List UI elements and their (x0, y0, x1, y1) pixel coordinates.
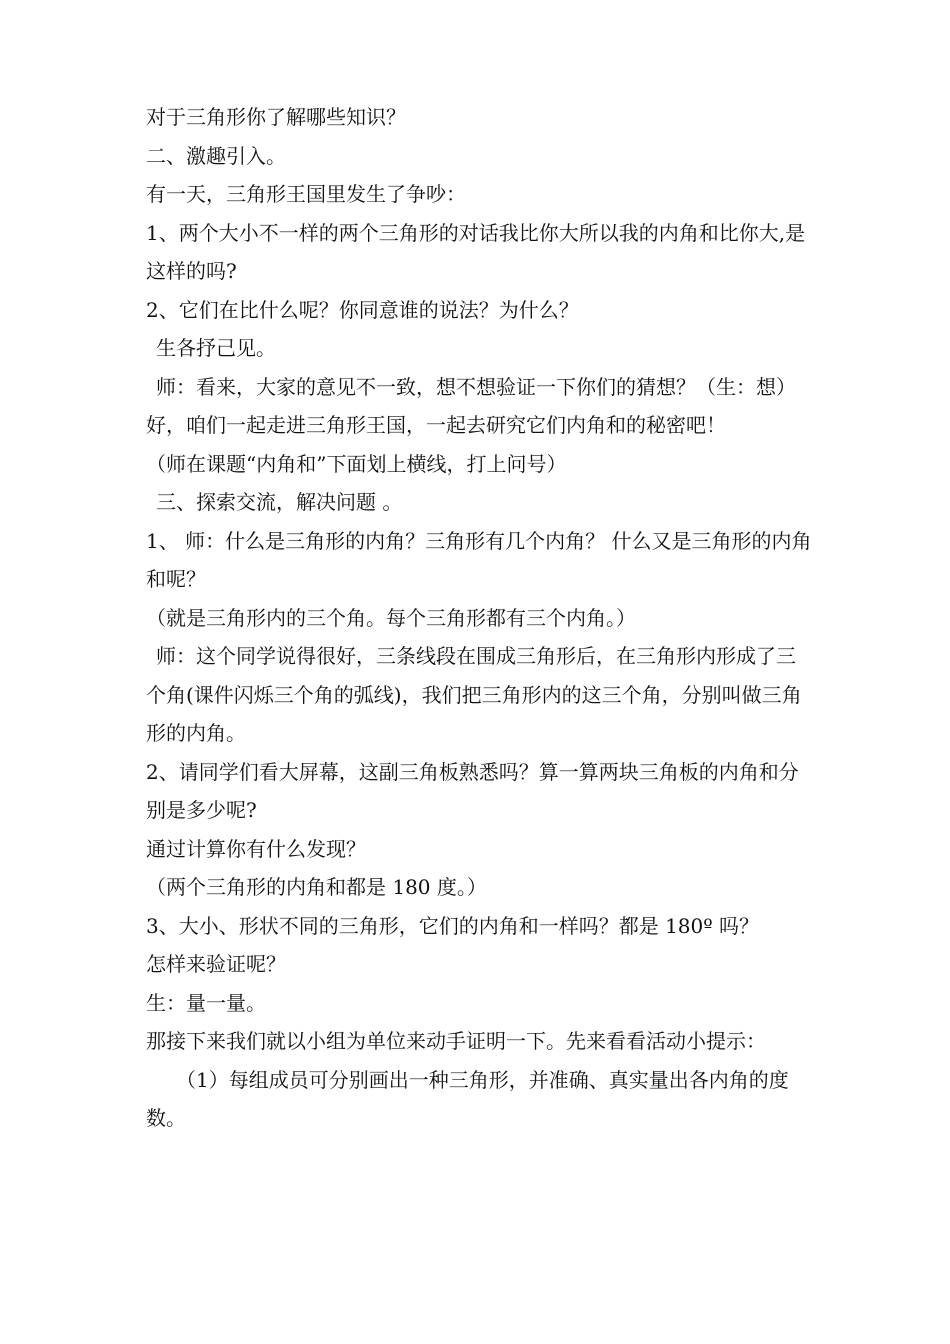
paragraph-students-opinions: 生各抒己见。 (156, 336, 276, 360)
paragraph-item-3-different-triangles: 3、大小、形状不同的三角形，它们的内角和一样吗？都是 180º 吗？ (146, 913, 760, 938)
paragraph-story-start: 有一天，三角形王国里发生了争吵： (146, 182, 466, 206)
paragraph-student-measure: 生：量一量。 (146, 990, 266, 1015)
paragraph-group-activity: 那接下来我们就以小组为单位来动手证明一下。先来看看活动小提示： (146, 1029, 766, 1053)
paragraph-item-1-interior-angle: 1、 师：什么是三角形的内角？三角形有几个内角？ 什么又是三角形的内角和呢？ (146, 528, 812, 591)
paragraph-item-1-dialogue: 1、两个大小不一样的两个三角形的对话我比你大所以我的内角和比你大,是这样的吗? (146, 220, 806, 283)
section-heading-exploration: 三、探索交流，解决问题 。 (156, 490, 403, 514)
paragraph-question-knowledge: 对于三角形你了解哪些知识？ (146, 105, 406, 129)
paragraph-answer-three-angles: （就是三角形内的三个角。每个三角形都有三个内角。） (146, 605, 636, 630)
paragraph-item-2-question: 2、它们在比什么呢？你同意谁的说法？为什么？ (146, 297, 579, 322)
paragraph-item-2-set-squares: 2、请同学们看大屏幕，这副三角板熟悉吗？算一算两块三角板的内角和分别是多少呢? (146, 759, 799, 822)
document-body (146, 98, 814, 1138)
paragraph-how-to-verify: 怎样来验证呢？ (146, 952, 286, 976)
paragraph-teacher-note: （师在课题“内角和”下面划上横线，打上问号） (146, 451, 567, 476)
paragraph-tip-1: （1）每组成员可分别画出一种三角形，并准确、真实量出各内角的度数。 (146, 1067, 789, 1130)
paragraph-teacher-explanation: 师：这个同学说得很好，三条线段在围成三角形后，在三角形内形成了三个角(课件闪烁三个角的弧线)，我们把三角形内的这三个角，分别叫做三角形的内角。 (146, 644, 802, 745)
paragraph-discovery-question: 通过计算你有什么发现？ (146, 836, 366, 861)
paragraph-answer-180: （两个三角形的内角和都是 180 度。） (146, 875, 487, 899)
paragraph-teacher-guess: 师：看来，大家的意见不一致，想不想验证一下你们的猜想？（生：想）好，咱们一起走进三角形王国，一起去研究它们内角和的秘密吧！ (146, 374, 796, 437)
section-heading-introduction: 二、激趣引入。 (146, 143, 286, 168)
